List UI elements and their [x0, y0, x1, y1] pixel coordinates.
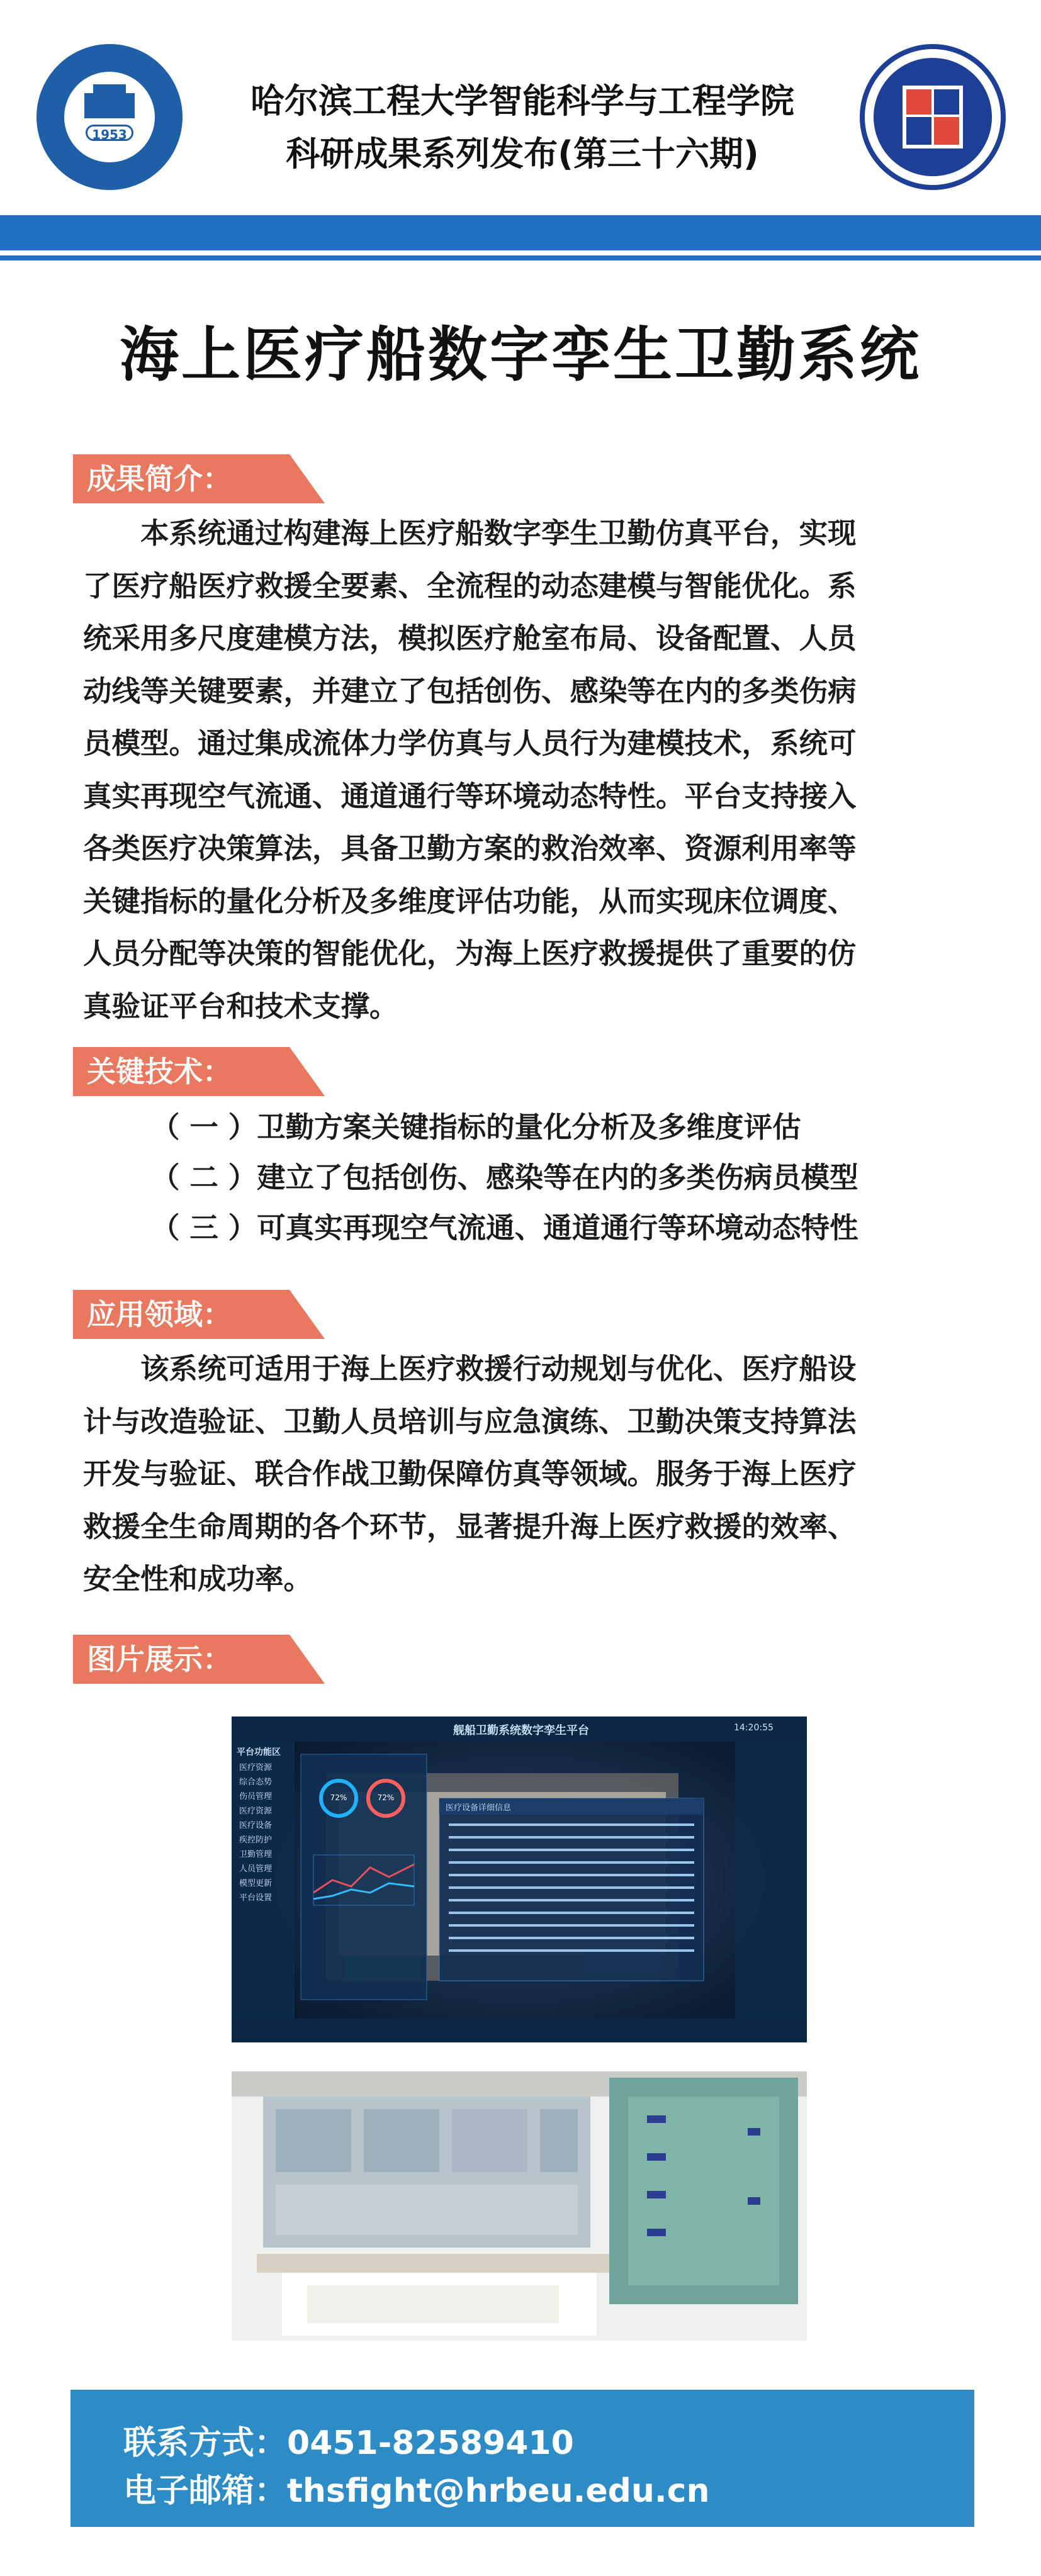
sidebar-item: 医疗资源 [239, 1763, 273, 1772]
header-divider-thin [0, 255, 1041, 260]
college-logo [860, 44, 1006, 190]
sidebar-item: 医疗资源 [239, 1806, 273, 1816]
panel-title: 医疗设备详细信息 [446, 1803, 512, 1813]
contact-phone-line [123, 2416, 574, 2463]
intro-line: 各类医疗决策算法，具备卫勤方案的救治效率、资源利用率等 [83, 832, 857, 865]
figure-dashboard-screenshot [232, 1716, 807, 2042]
email-label: 电子邮箱： [123, 2472, 288, 2510]
gauge-1-value: 72% [330, 1793, 347, 1802]
sidebar-menu [239, 1761, 272, 1905]
ship-interior-illustration [232, 2071, 807, 2341]
university-logo [37, 44, 183, 190]
sidebar-item: 模型更新 [239, 1879, 273, 1888]
header-divider-bar [0, 215, 1041, 250]
intro-line: 本系统通过构建海上医疗船数字孪生卫勤仿真平台，实现 [83, 517, 857, 550]
sidebar-item: 伤员管理 [239, 1792, 273, 1801]
intro-paragraph [83, 507, 964, 1033]
header-title-line2: 科研成果系列发布(第三十六期) [286, 134, 759, 174]
gauge-2-value: 72% [377, 1793, 395, 1802]
sidebar-item: 医疗设备 [239, 1821, 273, 1830]
logo-block-blue-2 [906, 117, 931, 145]
tech-item-3: （ 三 ）可真实再现空气流通、通道通行等环境动态特性 [151, 1211, 858, 1245]
tab-label: 图片展示： [87, 1642, 232, 1676]
intro-line: 统采用多尺度建模方法，模拟医疗舱室布局、设备配置、人员 [83, 622, 857, 655]
tab-label: 关键技术： [87, 1055, 232, 1089]
apps-line: 计与改造验证、卫勤人员培训与应急演练、卫勤决策支持算法 [83, 1404, 857, 1438]
sidebar-item: 卫勤管理 [239, 1850, 273, 1859]
logo-block-red-2 [934, 117, 959, 145]
apps-line: 安全性和成功率。 [83, 1562, 313, 1596]
apps-line: 开发与验证、联合作战卫勤保障仿真等领域。服务于海上医疗 [83, 1457, 857, 1491]
intro-line: 真验证平台和技术支撑。 [83, 989, 398, 1023]
logo-gate [84, 93, 135, 118]
dashboard-title: 舰船卫勤系统数字孪生平台 [453, 1724, 589, 1737]
sidebar-item: 平台设置 [239, 1893, 273, 1903]
apps-line: 该系统可适用于海上医疗救援行动规划与优化、医疗船设 [83, 1352, 857, 1386]
figure-ship-interior-model [232, 2071, 807, 2341]
intro-line: 员模型。通过集成流体力学仿真与人员行为建模技术，系统可 [83, 727, 857, 760]
contact-box [70, 2390, 974, 2527]
tab-label: 成果简介： [87, 462, 232, 496]
dashboard-illustration [232, 1716, 807, 2042]
intro-line: 人员分配等决策的智能优化，为海上医疗救援提供了重要的仿 [83, 937, 857, 970]
apps-line: 救援全生命周期的各个环节，显著提升海上医疗救援的效率、 [83, 1509, 857, 1543]
main-title: 海上医疗船数字孪生卫勤系统 [119, 321, 921, 389]
dashboard-time: 14:20:55 [734, 1723, 774, 1733]
email-address: thsfight@hrbeu.edu.cn [287, 2472, 710, 2510]
section-tab-gallery [73, 1635, 325, 1684]
intro-line: 关键指标的量化分析及多维度评估功能，从而实现床位调度、 [83, 884, 857, 918]
phone-label: 联系方式： [123, 2424, 288, 2462]
sidebar-item: 疾控防护 [239, 1835, 273, 1845]
contact-email-line [123, 2464, 710, 2511]
logo-block-red [906, 89, 931, 115]
tech-item-2: （ 二 ）建立了包括创伤、感染等在内的多类伤病员模型 [151, 1161, 858, 1194]
intro-line: 真实再现空气流通、通道通行等环境动态特性。平台支持接入 [83, 779, 857, 813]
logo-year: 1953 [86, 125, 133, 141]
section-tab-tech [73, 1047, 325, 1096]
sidebar-item: 综合态势 [239, 1778, 273, 1787]
tech-item-1: （ 一 ）卫勤方案关键指标的量化分析及多维度评估 [151, 1111, 801, 1144]
header-title-line1: 哈尔滨工程大学智能科学与工程学院 [250, 81, 794, 121]
sidebar-title: 平台功能区 [237, 1747, 281, 1757]
section-tab-intro [73, 454, 325, 503]
intro-line: 了医疗船医疗救援全要素、全流程的动态建模与智能优化。系 [83, 569, 857, 603]
logo-block-blue [934, 89, 959, 115]
tab-label: 应用领域： [87, 1297, 232, 1331]
sidebar-item: 人员管理 [239, 1864, 273, 1874]
applications-paragraph [83, 1343, 964, 1606]
intro-line: 动线等关键要素，并建立了包括创伤、感染等在内的多类伤病 [83, 674, 857, 708]
section-tab-applications [73, 1290, 325, 1339]
phone-number: 0451-82589410 [287, 2424, 574, 2462]
